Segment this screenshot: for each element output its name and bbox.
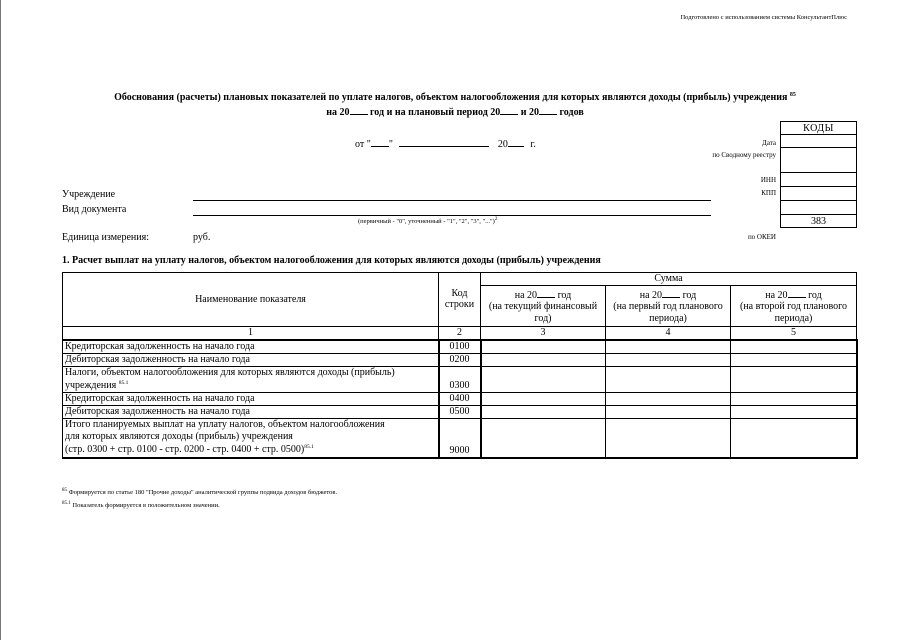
header-second-plan-year-suffix: год [808, 289, 822, 301]
document-date [355, 136, 536, 150]
value-cell[interactable] [731, 392, 857, 405]
col-number-4: 4 [606, 326, 731, 340]
row-name [63, 418, 439, 458]
section-1-title: 1. Расчет выплат на уплату налогов, объектом налогообложения для которых являются доходы (прибыль) учреждения [62, 255, 601, 266]
code-kpp-cell [781, 187, 857, 201]
date-year-prefix: 20 [497, 139, 508, 150]
value-cell[interactable] [731, 366, 857, 392]
row-code: 0100 [439, 340, 481, 354]
row-name-text: Налоги, объектом налогообложения для которых являются доходы (прибыль) учреждения [65, 366, 395, 391]
institution-field-line[interactable] [193, 200, 711, 201]
row-footnote-ref: 85.1 [304, 444, 314, 451]
header-second-plan-year-desc: (на второй год планового периода) [740, 301, 847, 324]
header-sum: Сумма [481, 273, 857, 286]
year-blank [662, 287, 680, 298]
row-code: 0200 [439, 353, 481, 366]
doc-type-field-line[interactable] [193, 215, 711, 216]
row-name [63, 366, 439, 392]
value-cell[interactable] [481, 353, 606, 366]
doc-type-hint-text: (первичный - "0", уточненный - "1", "2", "3", "...") [358, 218, 495, 225]
date-prefix: от " [355, 139, 371, 150]
value-cell[interactable] [481, 392, 606, 405]
col-number-3: 3 [481, 326, 606, 340]
code-okei-cell: 383 [781, 215, 857, 228]
codes-table [780, 121, 857, 228]
title-line1: Обоснования (расчеты) плановых показателей по уплате налогов, объектом налогообложения для которых являются доходы (прибыль) учреждения [114, 92, 788, 103]
total-name-line1: Итого планируемых выплат на уплату налогов, объектом налогообложения [65, 419, 385, 431]
year-blank [500, 104, 518, 115]
table-row [63, 366, 857, 392]
year-blank [788, 287, 806, 298]
header-row-code: Код строки [439, 273, 481, 327]
row-name: Дебиторская задолженность на начало года [63, 353, 439, 366]
col-number-1: 1 [63, 326, 439, 340]
header-current-year-suffix: год [557, 289, 572, 301]
row-code: 0500 [439, 405, 481, 418]
value-cell[interactable] [606, 340, 731, 354]
code-doctype-cell [781, 201, 857, 215]
doc-type-hint [358, 217, 497, 225]
label-okei: по ОКЕИ [747, 233, 776, 241]
footnote-85 [62, 488, 337, 496]
institution-label: Учреждение [62, 189, 116, 200]
title-line2-d: годов [559, 107, 584, 118]
footnote-85-1-sup: 85.1 [62, 501, 71, 506]
header-second-plan-year-prefix: на 20 [765, 289, 788, 301]
value-cell[interactable] [481, 366, 606, 392]
header-current-year-desc: (на текущий финансовый год) [488, 301, 598, 324]
year-blank [508, 136, 524, 147]
year-blank [537, 287, 555, 298]
table-row-total [63, 418, 857, 458]
title-footnote-ref: 85 [789, 92, 796, 98]
header-current-year [481, 285, 606, 326]
doc-type-label: Вид документа [62, 204, 127, 215]
value-cell[interactable] [606, 392, 731, 405]
title-line2-c: и 20 [520, 107, 540, 118]
label-date: Дата [762, 139, 776, 147]
footnote-85-1-text: Показатель формируется в положительном значении. [72, 502, 220, 509]
value-cell[interactable] [481, 405, 606, 418]
value-cell[interactable] [731, 418, 857, 458]
date-quote: " [388, 139, 393, 150]
value-cell[interactable] [606, 353, 731, 366]
footnote-85-1 [62, 501, 220, 509]
code-inn-cell [781, 173, 857, 187]
table-row [63, 340, 857, 354]
codes-header: КОДЫ [781, 122, 857, 135]
title-line2-a: на 20 [326, 107, 350, 118]
col-number-2: 2 [439, 326, 481, 340]
row-footnote-ref: 85.1 [118, 380, 129, 386]
header-first-plan-year-prefix: на 20 [639, 289, 663, 301]
header-current-year-prefix: на 20 [514, 289, 538, 301]
label-inn: ИНН [760, 176, 776, 184]
header-second-plan-year [731, 285, 857, 326]
table-row [63, 353, 857, 366]
page-edge [0, 0, 1, 640]
tax-calculation-table [62, 272, 858, 459]
footnote-85-sup: 85 [62, 488, 67, 493]
doc-type-hint-sup: 2 [494, 217, 498, 222]
header-indicator-name: Наименование показателя [63, 273, 439, 327]
value-cell[interactable] [606, 405, 731, 418]
code-registry-cell [781, 148, 857, 173]
table-row [63, 405, 857, 418]
unit-label: Единица измерения: [62, 232, 149, 243]
table-row [63, 392, 857, 405]
row-name: Кредиторская задолженность на начало года [63, 340, 439, 354]
header-first-plan-year-desc: (на первый год планового периода) [613, 301, 723, 324]
row-code: 0400 [439, 392, 481, 405]
month-blank [399, 136, 489, 147]
total-name-line2: для которых являются доходы (прибыль) учреждения [65, 430, 293, 442]
header-first-plan-year [606, 285, 731, 326]
label-kpp: КПП [761, 189, 776, 197]
value-cell[interactable] [731, 405, 857, 418]
header-first-plan-year-suffix: год [682, 289, 697, 301]
value-cell[interactable] [731, 340, 857, 354]
day-blank [371, 136, 389, 147]
document-title [60, 89, 850, 119]
date-suffix: г. [530, 139, 536, 150]
value-cell[interactable] [481, 340, 606, 354]
total-name-line3: (стр. 0300 + стр. 0100 - стр. 0200 - стр. 0400 + стр. 0500) [65, 444, 305, 456]
unit-value: руб. [193, 232, 211, 243]
row-name: Кредиторская задолженность на начало года [63, 392, 439, 405]
title-line2-b: год и на плановый период 20 [370, 107, 501, 118]
prepared-note: Подготовлено с использованием системы КонсультантПлюс [680, 14, 847, 21]
row-code: 0300 [439, 366, 481, 392]
code-date-cell [781, 135, 857, 148]
row-name: Дебиторская задолженность на начало года [63, 405, 439, 418]
row-code: 9000 [439, 418, 481, 458]
value-cell[interactable] [606, 418, 731, 458]
footnote-85-text: Формируется по статье 180 "Прочие доходы" аналитической группы подвида доходов бюджетов. [68, 489, 338, 496]
value-cell[interactable] [606, 366, 731, 392]
col-number-5: 5 [731, 326, 857, 340]
year-blank [350, 104, 368, 115]
value-cell[interactable] [731, 353, 857, 366]
value-cell[interactable] [481, 418, 606, 458]
label-registry: по Сводному реестру [712, 151, 776, 159]
year-blank [539, 104, 557, 115]
